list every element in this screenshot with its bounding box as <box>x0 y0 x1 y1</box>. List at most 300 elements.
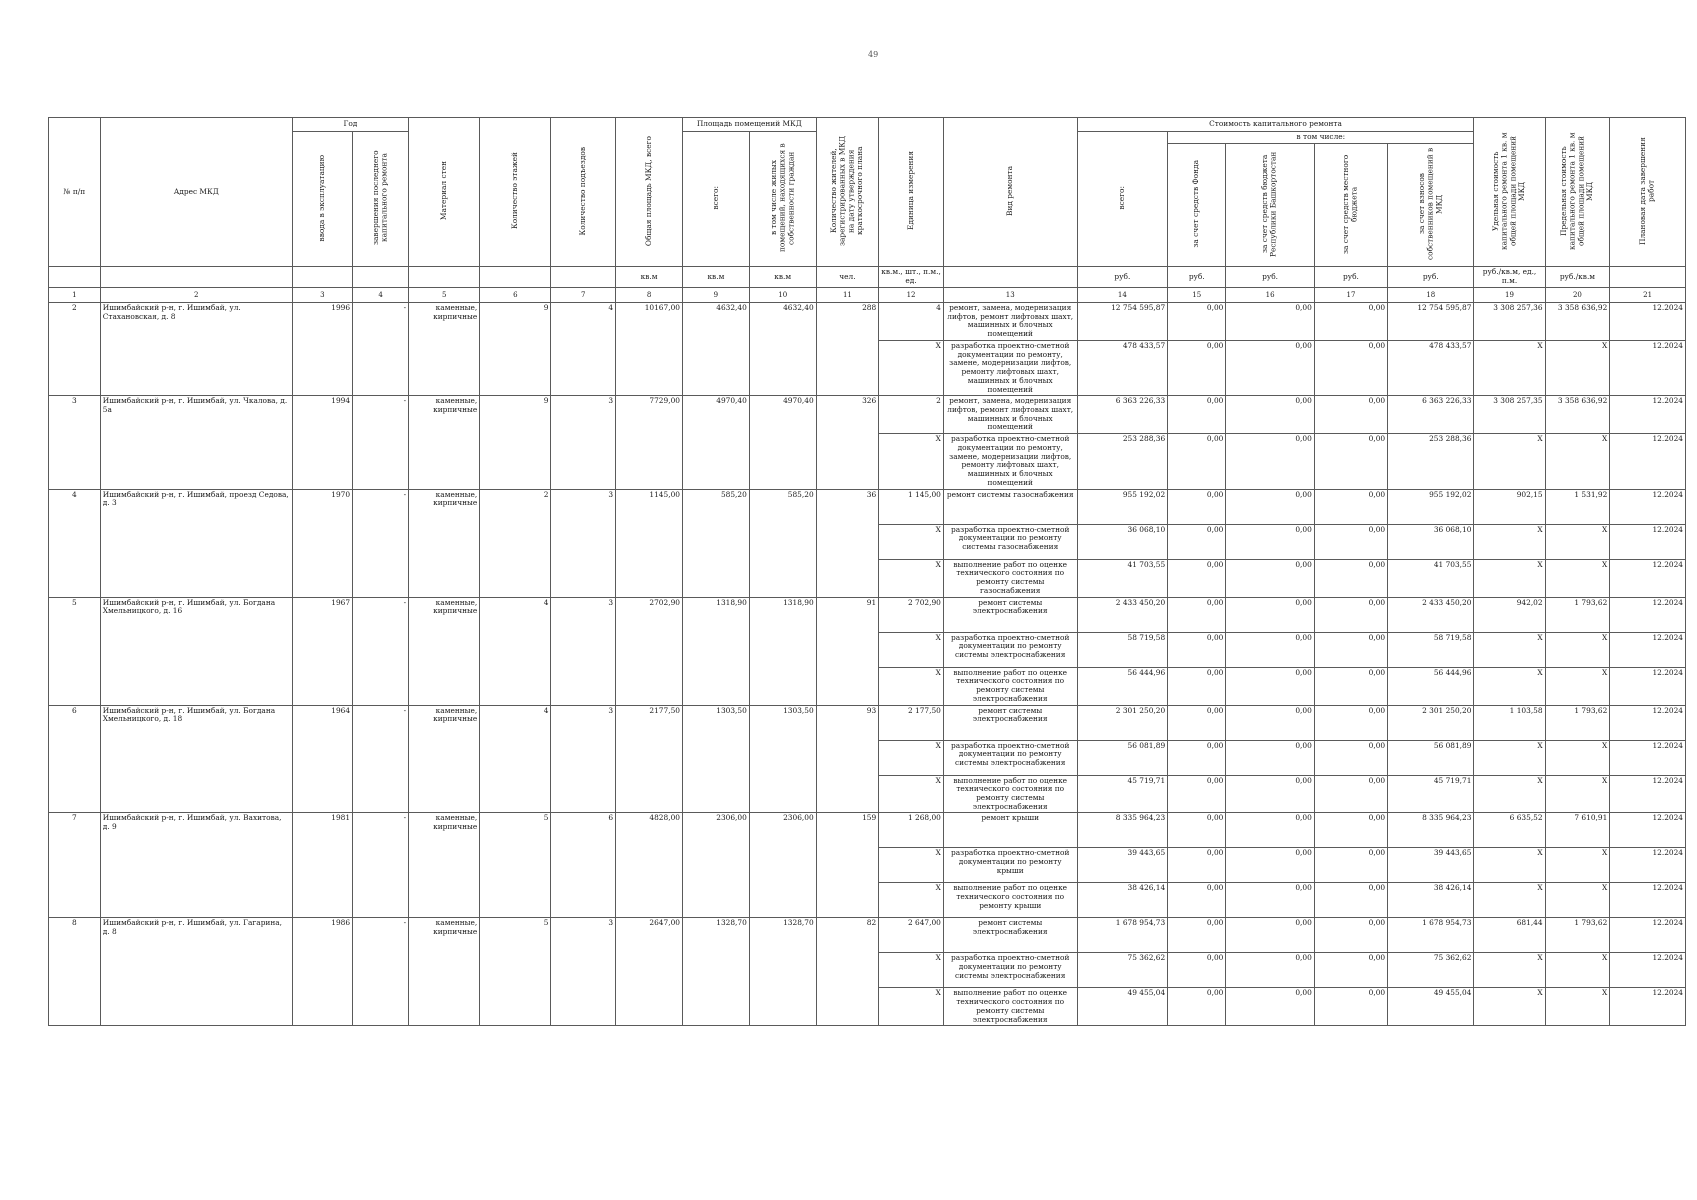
cost-incl-header: в том числе: <box>1168 132 1474 144</box>
deadline-cell: 12.2024 <box>1610 775 1686 813</box>
unit-cost-cell: X <box>1474 740 1545 775</box>
row-number: 7 <box>49 813 101 918</box>
col-fund-header: за счет средств Фонда <box>1168 143 1226 267</box>
cost-rb-cell: 0,00 <box>1226 953 1314 988</box>
cost-rb-cell: 0,00 <box>1226 813 1314 848</box>
cost-group-header: Стоимость капитального ремонта <box>1077 118 1474 132</box>
col-owners-header: за счет взносов собственников помещений в МКД <box>1388 143 1474 267</box>
table-row <box>49 489 1686 524</box>
year-repair-cell: - <box>353 813 409 918</box>
work-type-cell: ремонт системы электроснабжения <box>943 597 1077 632</box>
col-entrances-header: Количество подъездов <box>551 118 616 267</box>
area-residential-cell: 2306,00 <box>749 813 816 918</box>
cost-local-cell: 0,00 <box>1314 775 1387 813</box>
cost-fund-cell: 0,00 <box>1168 988 1226 1026</box>
year-built-cell: 1986 <box>292 918 352 1026</box>
cost-rb-cell: 0,00 <box>1226 667 1314 705</box>
quantity-cell: 2 647,00 <box>879 918 944 953</box>
limit-cost-cell: X <box>1545 775 1610 813</box>
cost-total-cell: 58 719,58 <box>1077 632 1168 667</box>
deadline-cell: 12.2024 <box>1610 953 1686 988</box>
work-type-cell: выполнение работ по оценке технического состояния по ремонту системы электроснабжения <box>943 775 1077 813</box>
wall-material-cell: каменные, кирпичные <box>409 705 480 813</box>
cost-owners-cell: 6 363 226,33 <box>1388 396 1474 434</box>
col-unit-header: Единица измерения <box>879 118 944 267</box>
row-number: 6 <box>49 705 101 813</box>
cost-total-cell: 39 443,65 <box>1077 848 1168 883</box>
cost-rb-cell: 0,00 <box>1226 524 1314 559</box>
year-repair-cell: - <box>353 918 409 1026</box>
col-floors-header: Количество этажей <box>480 118 551 267</box>
cost-fund-cell: 0,00 <box>1168 953 1226 988</box>
quantity-cell: X <box>879 988 944 1026</box>
unit-cost-cell: X <box>1474 883 1545 918</box>
cost-total-cell: 41 703,55 <box>1077 559 1168 597</box>
unit-cost-cell: X <box>1474 559 1545 597</box>
work-type-cell: разработка проектно-сметной документации по ремонту системы электроснабжения <box>943 740 1077 775</box>
unit-cost-cell: 902,15 <box>1474 489 1545 524</box>
cost-total-cell: 2 433 450,20 <box>1077 597 1168 632</box>
deadline-cell: 12.2024 <box>1610 883 1686 918</box>
quantity-cell: X <box>879 340 944 395</box>
col-year-repair-header: завершения последнего капитального ремонта <box>353 132 409 267</box>
cost-rb-cell: 0,00 <box>1226 988 1314 1026</box>
cost-owners-cell: 955 192,02 <box>1388 489 1474 524</box>
unit-cost-cell: X <box>1474 340 1545 395</box>
area-residential-cell: 585,20 <box>749 489 816 597</box>
cost-owners-cell: 2 433 450,20 <box>1388 597 1474 632</box>
year-repair-cell: - <box>353 705 409 813</box>
limit-cost-cell: X <box>1545 740 1610 775</box>
total-area-cell: 1145,00 <box>616 489 683 597</box>
table-row <box>49 396 1686 434</box>
total-area-cell: 2647,00 <box>616 918 683 1026</box>
cost-local-cell: 0,00 <box>1314 340 1387 395</box>
limit-cost-cell: 3 358 636,92 <box>1545 396 1610 434</box>
cost-fund-cell: 0,00 <box>1168 302 1226 340</box>
entrances-cell: 3 <box>551 918 616 1026</box>
floors-cell: 5 <box>480 813 551 918</box>
table-row <box>49 597 1686 632</box>
cost-local-cell: 0,00 <box>1314 559 1387 597</box>
cost-total-cell: 478 433,57 <box>1077 340 1168 395</box>
col-rb-header: за счет средств бюджета Республики Башкортостан <box>1226 143 1314 267</box>
cost-local-cell: 0,00 <box>1314 396 1387 434</box>
cost-fund-cell: 0,00 <box>1168 775 1226 813</box>
address-cell: Ишимбайский р-н, г. Ишимбай, ул. Вахитова, д. 9 <box>100 813 292 918</box>
cost-local-cell: 0,00 <box>1314 848 1387 883</box>
area-all-cell: 2306,00 <box>682 813 749 918</box>
cost-owners-cell: 8 335 964,23 <box>1388 813 1474 848</box>
table-row <box>49 302 1686 340</box>
limit-cost-cell: 1 531,92 <box>1545 489 1610 524</box>
cost-fund-cell: 0,00 <box>1168 524 1226 559</box>
work-type-cell: разработка проектно-сметной документации по ремонту, замене, модернизации лифтов, ремонту лифтовых шахт, машинных и блочных помещений <box>943 340 1077 395</box>
quantity-cell: X <box>879 632 944 667</box>
work-type-cell: выполнение работ по оценке технического состояния по ремонту системы газоснабжения <box>943 559 1077 597</box>
cost-local-cell: 0,00 <box>1314 632 1387 667</box>
limit-cost-cell: X <box>1545 559 1610 597</box>
work-type-cell: ремонт системы электроснабжения <box>943 918 1077 953</box>
cost-rb-cell: 0,00 <box>1226 302 1314 340</box>
cost-owners-cell: 56 081,89 <box>1388 740 1474 775</box>
area-all-cell: 4970,40 <box>682 396 749 489</box>
residents-cell: 159 <box>816 813 879 918</box>
unit-cost-cell: 3 308 257,35 <box>1474 396 1545 434</box>
floors-cell: 5 <box>480 918 551 1026</box>
cost-owners-cell: 41 703,55 <box>1388 559 1474 597</box>
col-wall-header: Материал стен <box>409 118 480 267</box>
floors-cell: 9 <box>480 302 551 395</box>
cost-total-cell: 253 288,36 <box>1077 434 1168 489</box>
cost-rb-cell: 0,00 <box>1226 597 1314 632</box>
cost-local-cell: 0,00 <box>1314 883 1387 918</box>
cost-rb-cell: 0,00 <box>1226 489 1314 524</box>
cost-total-cell: 45 719,71 <box>1077 775 1168 813</box>
cost-total-cell: 955 192,02 <box>1077 489 1168 524</box>
premises-group-header: Площадь помещений МКД <box>682 118 816 132</box>
cost-total-cell: 75 362,62 <box>1077 953 1168 988</box>
cost-owners-cell: 45 719,71 <box>1388 775 1474 813</box>
limit-cost-cell: 3 358 636,92 <box>1545 302 1610 340</box>
cost-total-cell: 36 068,10 <box>1077 524 1168 559</box>
deadline-cell: 12.2024 <box>1610 396 1686 434</box>
cost-rb-cell: 0,00 <box>1226 396 1314 434</box>
row-number: 3 <box>49 396 101 489</box>
table-row <box>49 705 1686 740</box>
work-type-cell: разработка проектно-сметной документации по ремонту системы газоснабжения <box>943 524 1077 559</box>
residents-cell: 36 <box>816 489 879 597</box>
cost-total-cell: 1 678 954,73 <box>1077 918 1168 953</box>
year-built-cell: 1964 <box>292 705 352 813</box>
area-all-cell: 1328,70 <box>682 918 749 1026</box>
deadline-cell: 12.2024 <box>1610 524 1686 559</box>
wall-material-cell: каменные, кирпичные <box>409 302 480 395</box>
year-group-header: Год <box>292 118 408 132</box>
limit-cost-cell: 7 610,91 <box>1545 813 1610 848</box>
deadline-cell: 12.2024 <box>1610 705 1686 740</box>
cost-rb-cell: 0,00 <box>1226 559 1314 597</box>
floors-cell: 4 <box>480 705 551 813</box>
entrances-cell: 3 <box>551 705 616 813</box>
limit-cost-cell: 1 793,62 <box>1545 597 1610 632</box>
units-row: кв.м кв.м кв.м чел. кв.м., шт., п.м., ед. руб. руб. руб. руб. руб. руб./кв.м, ед., п.м. руб./кв.м <box>49 267 1686 287</box>
limit-cost-cell: 1 793,62 <box>1545 918 1610 953</box>
cost-owners-cell: 49 455,04 <box>1388 988 1474 1026</box>
cost-owners-cell: 36 068,10 <box>1388 524 1474 559</box>
year-built-cell: 1996 <box>292 302 352 395</box>
quantity-cell: X <box>879 667 944 705</box>
work-type-cell: разработка проектно-сметной документации по ремонту системы электроснабжения <box>943 632 1077 667</box>
unit-cost-cell: 1 103,58 <box>1474 705 1545 740</box>
limit-cost-cell: X <box>1545 953 1610 988</box>
col-address-header: Адрес МКД <box>100 118 292 267</box>
cost-total-cell: 56 444,96 <box>1077 667 1168 705</box>
limit-cost-cell: X <box>1545 848 1610 883</box>
work-type-cell: разработка проектно-сметной документации по ремонту крыши <box>943 848 1077 883</box>
work-type-cell: ремонт системы электроснабжения <box>943 705 1077 740</box>
residents-cell: 288 <box>816 302 879 395</box>
unit-cost-cell: X <box>1474 988 1545 1026</box>
cost-owners-cell: 75 362,62 <box>1388 953 1474 988</box>
col-total-area-header: Общая площадь МКД, всего <box>616 118 683 267</box>
deadline-cell: 12.2024 <box>1610 302 1686 340</box>
deadline-cell: 12.2024 <box>1610 434 1686 489</box>
residents-cell: 326 <box>816 396 879 489</box>
cost-local-cell: 0,00 <box>1314 302 1387 340</box>
limit-cost-cell: 1 793,62 <box>1545 705 1610 740</box>
cost-local-cell: 0,00 <box>1314 813 1387 848</box>
cost-total-cell: 2 301 250,20 <box>1077 705 1168 740</box>
area-residential-cell: 4632,40 <box>749 302 816 395</box>
quantity-cell: X <box>879 775 944 813</box>
year-built-cell: 1994 <box>292 396 352 489</box>
deadline-cell: 12.2024 <box>1610 632 1686 667</box>
total-area-cell: 10167,00 <box>616 302 683 395</box>
limit-cost-cell: X <box>1545 434 1610 489</box>
year-built-cell: 1967 <box>292 597 352 705</box>
address-cell: Ишимбайский р-н, г. Ишимбай, проезд Седова, д. 3 <box>100 489 292 597</box>
col-area-res-header: в том числе жилых помещений, находящихся в собственности граждан <box>749 132 816 267</box>
cost-rb-cell: 0,00 <box>1226 434 1314 489</box>
cost-fund-cell: 0,00 <box>1168 632 1226 667</box>
cost-owners-cell: 12 754 595,87 <box>1388 302 1474 340</box>
cost-total-cell: 12 754 595,87 <box>1077 302 1168 340</box>
col-cost-total-header: всего: <box>1077 132 1168 267</box>
cost-fund-cell: 0,00 <box>1168 434 1226 489</box>
cost-total-cell: 49 455,04 <box>1077 988 1168 1026</box>
cost-total-cell: 38 426,14 <box>1077 883 1168 918</box>
cost-local-cell: 0,00 <box>1314 705 1387 740</box>
wall-material-cell: каменные, кирпичные <box>409 813 480 918</box>
work-type-cell: ремонт, замена, модернизация лифтов, ремонт лифтовых шахт, машинных и блочных помещений <box>943 396 1077 434</box>
col-area-all-header: всего: <box>682 132 749 267</box>
deadline-cell: 12.2024 <box>1610 918 1686 953</box>
year-built-cell: 1970 <box>292 489 352 597</box>
cost-local-cell: 0,00 <box>1314 740 1387 775</box>
col-residents-header: Количество жителей, зарегистрированных в МКД на дату утверждения краткосрочного плана <box>816 118 879 267</box>
residents-cell: 93 <box>816 705 879 813</box>
deadline-cell: 12.2024 <box>1610 988 1686 1026</box>
floors-cell: 4 <box>480 597 551 705</box>
col-local-header: за счет средств местного бюджета <box>1314 143 1387 267</box>
col-work-header: Вид ремонта <box>943 118 1077 267</box>
cost-fund-cell: 0,00 <box>1168 396 1226 434</box>
year-repair-cell: - <box>353 597 409 705</box>
area-residential-cell: 1303,50 <box>749 705 816 813</box>
col-num-header: № п/п <box>49 118 101 267</box>
cost-fund-cell: 0,00 <box>1168 883 1226 918</box>
residents-cell: 82 <box>816 918 879 1026</box>
work-type-cell: ремонт крыши <box>943 813 1077 848</box>
unit-cost-cell: 3 308 257,36 <box>1474 302 1545 340</box>
cost-fund-cell: 0,00 <box>1168 340 1226 395</box>
col-deadline-header: Плановая дата завершения работ <box>1610 118 1686 267</box>
cost-local-cell: 0,00 <box>1314 918 1387 953</box>
unit-cost-cell: X <box>1474 434 1545 489</box>
deadline-cell: 12.2024 <box>1610 597 1686 632</box>
work-type-cell: выполнение работ по оценке технического состояния по ремонту системы электроснабжения <box>943 667 1077 705</box>
cost-rb-cell: 0,00 <box>1226 848 1314 883</box>
address-cell: Ишимбайский р-н, г. Ишимбай, ул. Богдана Хмельницкого, д. 16 <box>100 597 292 705</box>
work-type-cell: выполнение работ по оценке технического состояния по ремонту системы электроснабжения <box>943 988 1077 1026</box>
cost-owners-cell: 38 426,14 <box>1388 883 1474 918</box>
area-all-cell: 4632,40 <box>682 302 749 395</box>
limit-cost-cell: X <box>1545 340 1610 395</box>
cost-owners-cell: 39 443,65 <box>1388 848 1474 883</box>
table-row <box>49 813 1686 848</box>
repair-plan-table <box>48 117 1686 1026</box>
quantity-cell: 2 702,90 <box>879 597 944 632</box>
cost-rb-cell: 0,00 <box>1226 918 1314 953</box>
wall-material-cell: каменные, кирпичные <box>409 396 480 489</box>
cost-owners-cell: 56 444,96 <box>1388 667 1474 705</box>
cost-total-cell: 8 335 964,23 <box>1077 813 1168 848</box>
col-limit-cost-header: Предельная стоимость капитального ремонта 1 кв. м общей площади помещений МКД <box>1545 118 1610 267</box>
cost-owners-cell: 253 288,36 <box>1388 434 1474 489</box>
address-cell: Ишимбайский р-н, г. Ишимбай, ул. Гагарина, д. 8 <box>100 918 292 1026</box>
address-cell: Ишимбайский р-н, г. Ишимбай, ул. Богдана Хмельницкого, д. 18 <box>100 705 292 813</box>
floors-cell: 2 <box>480 489 551 597</box>
area-residential-cell: 1328,70 <box>749 918 816 1026</box>
entrances-cell: 3 <box>551 489 616 597</box>
limit-cost-cell: X <box>1545 524 1610 559</box>
cost-owners-cell: 2 301 250,20 <box>1388 705 1474 740</box>
cost-fund-cell: 0,00 <box>1168 597 1226 632</box>
year-repair-cell: - <box>353 489 409 597</box>
total-area-cell: 2702,90 <box>616 597 683 705</box>
wall-material-cell: каменные, кирпичные <box>409 489 480 597</box>
cost-fund-cell: 0,00 <box>1168 559 1226 597</box>
unit-cost-cell: X <box>1474 953 1545 988</box>
work-type-cell: выполнение работ по оценке технического состояния по ремонту крыши <box>943 883 1077 918</box>
deadline-cell: 12.2024 <box>1610 489 1686 524</box>
entrances-cell: 3 <box>551 396 616 489</box>
total-area-cell: 4828,00 <box>616 813 683 918</box>
cost-rb-cell: 0,00 <box>1226 883 1314 918</box>
column-index-row: 1 2 3 4 5 6 7 8 9 10 11 12 13 14 15 16 17 18 19 20 21 <box>49 287 1686 302</box>
year-repair-cell: - <box>353 302 409 395</box>
quantity-cell: X <box>879 559 944 597</box>
limit-cost-cell: X <box>1545 883 1610 918</box>
cost-owners-cell: 58 719,58 <box>1388 632 1474 667</box>
deadline-cell: 12.2024 <box>1610 559 1686 597</box>
cost-fund-cell: 0,00 <box>1168 705 1226 740</box>
unit-cost-cell: X <box>1474 667 1545 705</box>
quantity-cell: 2 <box>879 396 944 434</box>
limit-cost-cell: X <box>1545 988 1610 1026</box>
area-all-cell: 1318,90 <box>682 597 749 705</box>
quantity-cell: X <box>879 740 944 775</box>
cost-local-cell: 0,00 <box>1314 434 1387 489</box>
quantity-cell: 4 <box>879 302 944 340</box>
cost-rb-cell: 0,00 <box>1226 340 1314 395</box>
cost-fund-cell: 0,00 <box>1168 489 1226 524</box>
row-number: 2 <box>49 302 101 395</box>
cost-fund-cell: 0,00 <box>1168 848 1226 883</box>
cost-owners-cell: 478 433,57 <box>1388 340 1474 395</box>
deadline-cell: 12.2024 <box>1610 667 1686 705</box>
cost-local-cell: 0,00 <box>1314 524 1387 559</box>
unit-cost-cell: 942,02 <box>1474 597 1545 632</box>
cost-local-cell: 0,00 <box>1314 597 1387 632</box>
cost-fund-cell: 0,00 <box>1168 667 1226 705</box>
table-row <box>49 918 1686 953</box>
year-built-cell: 1981 <box>292 813 352 918</box>
work-type-cell: ремонт системы газоснабжения <box>943 489 1077 524</box>
wall-material-cell: каменные, кирпичные <box>409 918 480 1026</box>
quantity-cell: 2 177,50 <box>879 705 944 740</box>
floors-cell: 9 <box>480 396 551 489</box>
entrances-cell: 3 <box>551 597 616 705</box>
residents-cell: 91 <box>816 597 879 705</box>
cost-owners-cell: 1 678 954,73 <box>1388 918 1474 953</box>
area-all-cell: 585,20 <box>682 489 749 597</box>
work-type-cell: ремонт, замена, модернизация лифтов, ремонт лифтовых шахт, машинных и блочных помещений <box>943 302 1077 340</box>
total-area-cell: 7729,00 <box>616 396 683 489</box>
cost-rb-cell: 0,00 <box>1226 740 1314 775</box>
deadline-cell: 12.2024 <box>1610 848 1686 883</box>
quantity-cell: X <box>879 434 944 489</box>
row-number: 4 <box>49 489 101 597</box>
limit-cost-cell: X <box>1545 667 1610 705</box>
work-type-cell: разработка проектно-сметной документации по ремонту, замене, модернизации лифтов, ремонту лифтовых шахт, машинных и блочных помещений <box>943 434 1077 489</box>
cost-total-cell: 56 081,89 <box>1077 740 1168 775</box>
cost-total-cell: 6 363 226,33 <box>1077 396 1168 434</box>
area-residential-cell: 4970,40 <box>749 396 816 489</box>
table-body <box>49 302 1686 1025</box>
address-cell: Ишимбайский р-н, г. Ишимбай, ул. Чкалова, д. 5а <box>100 396 292 489</box>
unit-cost-cell: X <box>1474 848 1545 883</box>
limit-cost-cell: X <box>1545 632 1610 667</box>
entrances-cell: 6 <box>551 813 616 918</box>
deadline-cell: 12.2024 <box>1610 740 1686 775</box>
cost-local-cell: 0,00 <box>1314 489 1387 524</box>
row-number: 5 <box>49 597 101 705</box>
cost-fund-cell: 0,00 <box>1168 740 1226 775</box>
cost-rb-cell: 0,00 <box>1226 632 1314 667</box>
quantity-cell: 1 268,00 <box>879 813 944 848</box>
cost-local-cell: 0,00 <box>1314 953 1387 988</box>
quantity-cell: X <box>879 883 944 918</box>
quantity-cell: X <box>879 953 944 988</box>
unit-cost-cell: 681,44 <box>1474 918 1545 953</box>
cost-fund-cell: 0,00 <box>1168 813 1226 848</box>
year-repair-cell: - <box>353 396 409 489</box>
cost-rb-cell: 0,00 <box>1226 775 1314 813</box>
unit-cost-cell: X <box>1474 632 1545 667</box>
unit-cost-cell: 6 635,52 <box>1474 813 1545 848</box>
entrances-cell: 4 <box>551 302 616 395</box>
deadline-cell: 12.2024 <box>1610 340 1686 395</box>
total-area-cell: 2177,50 <box>616 705 683 813</box>
col-year-built-header: ввода в эксплуатацию <box>292 132 352 267</box>
deadline-cell: 12.2024 <box>1610 813 1686 848</box>
cost-rb-cell: 0,00 <box>1226 705 1314 740</box>
work-type-cell: разработка проектно-сметной документации по ремонту системы электроснабжения <box>943 953 1077 988</box>
address-cell: Ишимбайский р-н, г. Ишимбай, ул. Стахановская, д. 8 <box>100 302 292 395</box>
area-all-cell: 1303,50 <box>682 705 749 813</box>
col-unit-cost-header: Удельная стоимость капитального ремонта 1 кв. м общей площади помещений МКД <box>1474 118 1545 267</box>
page-number: 49 <box>868 50 879 59</box>
cost-fund-cell: 0,00 <box>1168 918 1226 953</box>
unit-cost-cell: X <box>1474 524 1545 559</box>
wall-material-cell: каменные, кирпичные <box>409 597 480 705</box>
quantity-cell: X <box>879 848 944 883</box>
area-residential-cell: 1318,90 <box>749 597 816 705</box>
unit-cost-cell: X <box>1474 775 1545 813</box>
cost-local-cell: 0,00 <box>1314 667 1387 705</box>
